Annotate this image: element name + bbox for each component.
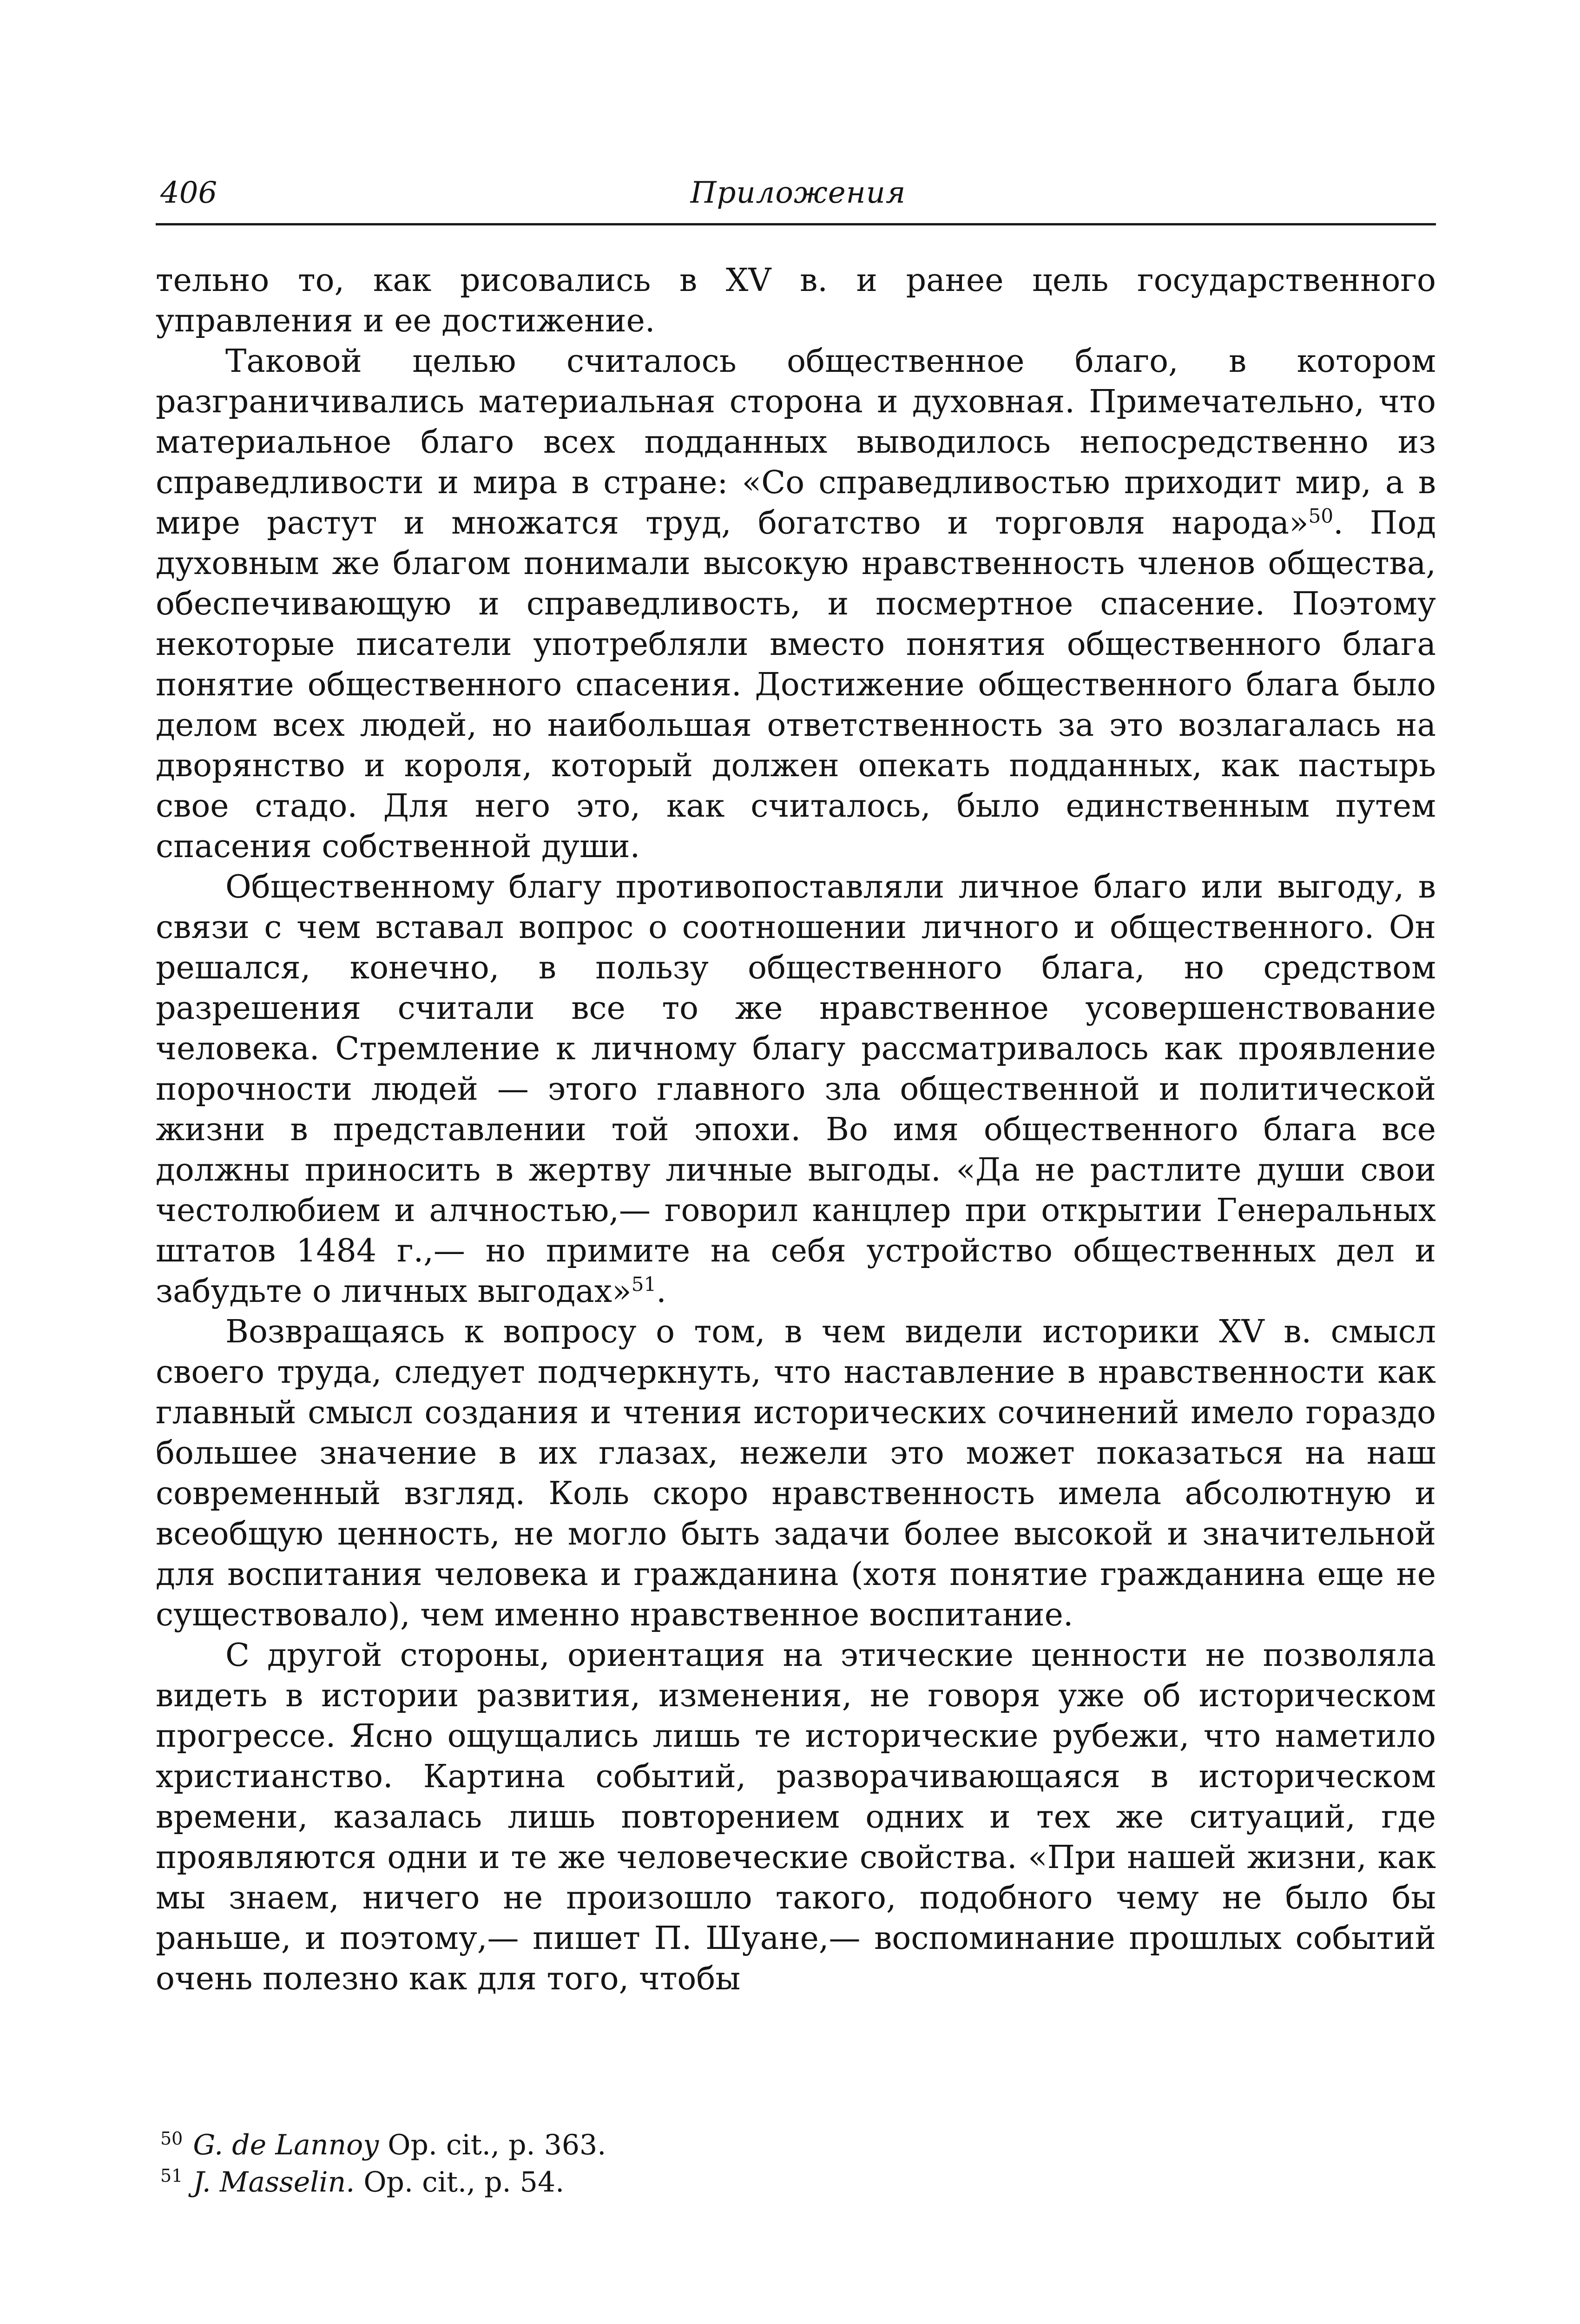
footnote-ref-50[interactable]: 50 [1308,504,1334,528]
footnote-number: 51 [160,2166,183,2186]
footnote-author: G. de Lannoy [193,2129,379,2161]
footnote-51 [160,2164,1436,2201]
paragraph-text: Таковой целью считалось общественное благо, в котором разграничивались материальная сторона и духовная. Примечательно, что материальное благо всех подданных выводилось непосредственно из справедливости и мира в стране: «Со справедливостью приходит мир, а в мире растут и множатся труд, богатство и торговля народа» [156,343,1436,541]
body-text [156,260,1436,1999]
paragraph-text: Общественному благу противопоставляли личное благо или выгоду, в связи с чем вставал вопрос о соотношении личного и общественного. Он решался, конечно, в пользу общественного блага, но средством разрешения считали все то же нравственное усовершенствование человека. Стремление к личному благу рассматривалось как проявление порочности людей — этого главного зла общественной и политической жизни в представлении той эпохи. Во имя общественного блага все должны приносить в жертву личные выгоды. «Да не растлите души свои честолюбием и алчностью,— говорил канцлер при открытии Генеральных штатов 1484 г.,— но примите на себя устройство общественных дел и забудьте о личных выгодах» [156,869,1436,1310]
paragraph-text: Возвращаясь к вопросу о том, в чем видели историки XV в. смысл своего труда, следует подчеркнуть, что наставление в нравственности как главный смысл создания и чтения исторических сочинений имело гораздо большее значение в их глазах, нежели это может показаться на наш современный взгляд. Коль скоро нравственность имела абсолютную и всеобщую ценность, не могло быть задачи более высокой и значительной для воспитания человека и гражданина (хотя понятие гражданина еще не существовало), чем именно нравственное воспитание. [156,1314,1436,1633]
footnotes [160,2126,1436,2201]
paragraph-ethical-values [156,1635,1436,1999]
paragraph-common-good [156,341,1436,867]
page-number: 406 [160,176,217,210]
running-head [160,167,1436,218]
footnote-50 [160,2126,1436,2164]
paragraph-text-after: . Под духовным же благом понимали высокую нравственность членов общества, обеспечивающую и справедливость, и посмертное спасение. Поэтому некоторые писатели употребляли вместо понятия общественного блага понятие общественного спасения. Достижение общественного блага было делом всех людей, но наибольшая ответственность за это возлагалась на дворянство и короля, который должен опекать подданных, как пастырь свое стадо. Для него это, как считалось, было единственным путем спасения собственной души. [156,505,1436,865]
paragraph-historians-purpose [156,1312,1436,1635]
paragraph-text-after: . [656,1273,666,1310]
paragraph-continuation [156,260,1436,341]
paragraph-text: тельно то, как рисовались в XV в. и ранее цель государственного управления и ее достижение. [156,262,1436,339]
footnote-author: J. Masselin. [193,2166,355,2199]
header-rule [156,223,1436,225]
paragraph-text: С другой стороны, ориентация на этические ценности не позволяла видеть в истории развития, изменения, не говоря уже об историческом прогрессе. Ясно ощущались лишь те исторические рубежи, что наметило христианство. Картина событий, разворачивающаяся в историческом времени, казалась лишь повторением одних и тех же ситуаций, где проявляются одни и те же человеческие свойства. «При нашей жизни, как мы знаем, ничего не произошло такого, подобного чему не было бы раньше, и поэтому,— пишет П. Шуане,— воспоминание прошлых событий очень полезно как для того, чтобы [156,1637,1436,1997]
running-title: Приложения [690,176,906,210]
footnote-reference: Op. cit., p. 363. [379,2129,606,2161]
footnote-ref-51[interactable]: 51 [631,1273,657,1296]
footnote-number: 50 [160,2128,183,2149]
footnote-reference: Op. cit., p. 54. [355,2166,565,2199]
paragraph-personal-good [156,867,1436,1312]
